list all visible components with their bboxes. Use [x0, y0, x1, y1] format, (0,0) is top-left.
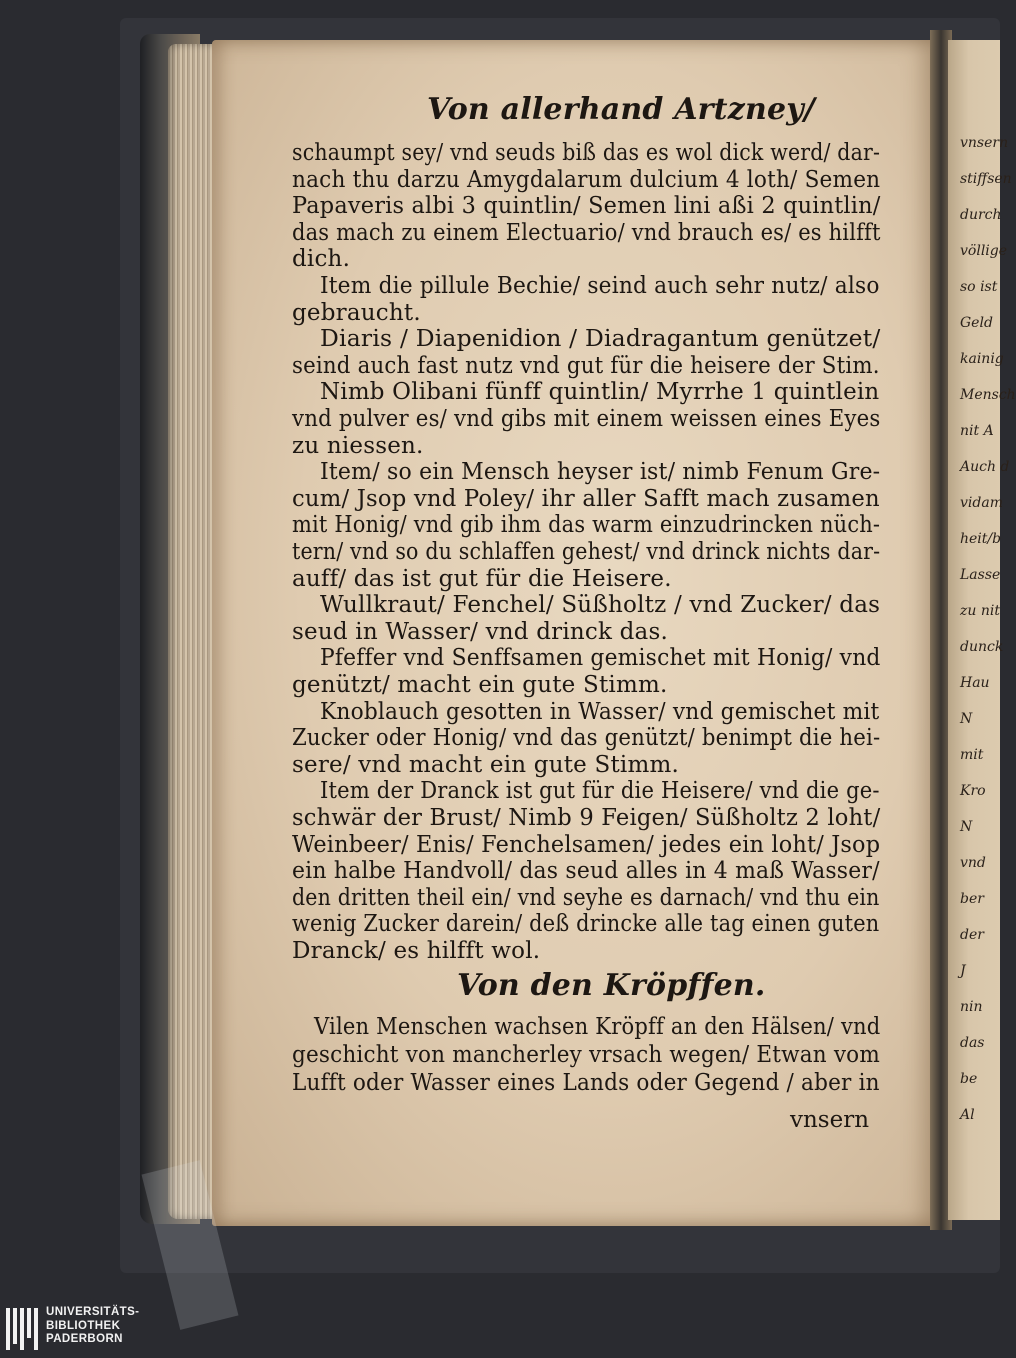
facing-page-fragment: so ist	[960, 279, 998, 295]
facing-page-fragment: durch	[960, 207, 1002, 223]
text-line: den dritten theil ein/ vnd seyhe es darnach/ vnd thu ein	[292, 884, 880, 911]
text-line: schwär der Brust/ Nimb 9 Feigen/ Süßholtz 2 loht/	[292, 805, 881, 831]
facing-page-fragment: Kro	[960, 783, 986, 799]
facing-page-fragment: kainig	[960, 351, 1004, 367]
logo-line: PADERBORN	[46, 1333, 123, 1345]
text-line: Lufft oder Wasser eines Lands oder Gegend / aber in	[292, 1070, 880, 1096]
text-line: schaumpt sey/ vnd seuds biß das es wol dick werd/ dar-	[292, 140, 881, 166]
facing-page-fragment: zu nit	[960, 603, 1000, 619]
text-line: vnd pulver es/ vnd gibs mit einem weissen eines Eyes	[292, 406, 881, 432]
facing-page-fragment: nit A	[960, 423, 994, 439]
text-line: cum/ Jsop vnd Poley/ ihr aller Safft mach zusamen	[292, 485, 880, 512]
text-line: dich.	[292, 246, 351, 273]
facing-page-fragment: vnd	[960, 855, 986, 871]
facing-page-fragment: N	[960, 711, 973, 727]
facing-page-fragment: mit	[960, 747, 984, 763]
text-line: seind auch fast nutz vnd gut für die heisere der Stim.	[292, 352, 880, 379]
text-line: mit Honig/ vnd gib ihm das warm einzudrincken nüch-	[292, 512, 881, 539]
text-line: wenig Zucker darein/ deß drincke alle tag einen guten	[292, 911, 880, 938]
section-heading: Von allerhand Artzney/	[427, 92, 816, 127]
facing-page-fragment: ber	[960, 891, 984, 907]
text-line: Vilen Menschen wachsen Kröpff an den Hälsen/ vnd	[314, 1014, 881, 1040]
text-line: tern/ vnd so du schlaffen gehest/ vnd drinck nichts dar-	[292, 539, 881, 565]
text-line: Item/ so ein Mensch heyser ist/ nimb Fenum Gre-	[320, 459, 881, 486]
facing-page-fragment: vidam	[960, 495, 1003, 511]
logo-line: BIBLIOTHEK	[46, 1319, 121, 1332]
facing-page-fragment: stiffsen	[960, 171, 1012, 187]
text-line: sere/ vnd macht ein gute Stimm.	[292, 751, 679, 778]
logo-line: UNIVERSITÄTS-	[46, 1306, 140, 1318]
facing-page	[948, 40, 1016, 1220]
text-line: Dranck/ es hilfft wol.	[292, 938, 541, 964]
text-line: Knoblauch gesotten in Wasser/ vnd gemischet mit	[320, 698, 880, 725]
facing-page-fragment: J	[960, 963, 966, 979]
facing-page-fragment: Lasse	[960, 567, 1001, 583]
text-line: gebraucht.	[292, 299, 421, 326]
facing-page-fragment: das	[960, 1035, 985, 1051]
text-line: ein halbe Handvoll/ das seud alles in 4 maß Wasser/	[292, 858, 880, 885]
library-logo	[6, 1306, 139, 1354]
text-line: genützt/ macht ein gute Stimm.	[292, 672, 668, 698]
text-line: das mach zu einem Electuario/ vnd brauch es/ es hilfft	[292, 219, 881, 246]
text-line: geschicht von mancherley vrsach wegen/ Etwan vom	[292, 1042, 880, 1068]
text-line: Diaris / Diapenidion / Diadragantum genützet/	[320, 326, 881, 353]
text-line: Weinbeer/ Enis/ Fenchelsamen/ jedes ein loht/ Jsop	[292, 831, 881, 858]
facing-page-fragment: nin	[960, 999, 983, 1015]
facing-page-fragment: völlige	[960, 243, 1008, 259]
section-heading: Von den Kröpffen.	[457, 968, 766, 1003]
facing-page-fragment: Mensch	[960, 387, 1016, 403]
text-line: Pfeffer vnd Senffsamen gemischet mit Honig/ vnd	[320, 645, 881, 672]
facing-page-fragment: be	[960, 1071, 978, 1087]
text-line: Nimb Olibani fünff quintlin/ Myrrhe 1 quintlein	[320, 379, 880, 406]
facing-page-fragment: Al	[960, 1107, 975, 1123]
facing-page-fragment: dunck	[960, 639, 1004, 655]
facing-page-fragment: N	[960, 819, 973, 835]
text-line: Papaveris albi 3 quintlin/ Semen lini aßi 2 quintlin/	[292, 193, 881, 220]
text-line: Zucker oder Honig/ vnd das genützt/ benimpt die hei-	[292, 725, 881, 752]
facing-page-fragment: der	[960, 927, 984, 943]
facing-page-fragment: vnsern	[960, 135, 1009, 151]
logo-text	[46, 1306, 139, 1347]
facing-page-fragment: Hau	[960, 675, 990, 691]
text-line: auff/ das ist gut für die Heisere.	[292, 565, 672, 592]
text-line: seud in Wasser/ vnd drinck das.	[292, 618, 668, 645]
logo-bars-icon	[6, 1308, 38, 1350]
text-line: nach thu darzu Amygdalarum dulcium 4 loth/ Semen	[292, 166, 881, 193]
text-line: zu niessen.	[292, 432, 424, 459]
facing-page-fragment: heit/b	[960, 531, 1002, 547]
facing-page-fragment: Geld	[960, 315, 993, 331]
text-line: Item die pillule Bechie/ seind auch sehr nutz/ also	[320, 273, 880, 299]
text-line: Item der Dranck ist gut für die Heisere/ vnd die ge-	[320, 778, 880, 805]
page-edges	[168, 44, 216, 1219]
text-line: Wullkraut/ Fenchel/ Süßholtz / vnd Zucker/ das	[320, 592, 881, 619]
facing-page-fragment: Auch d	[960, 459, 1010, 475]
catchword: vnsern	[790, 1107, 870, 1133]
